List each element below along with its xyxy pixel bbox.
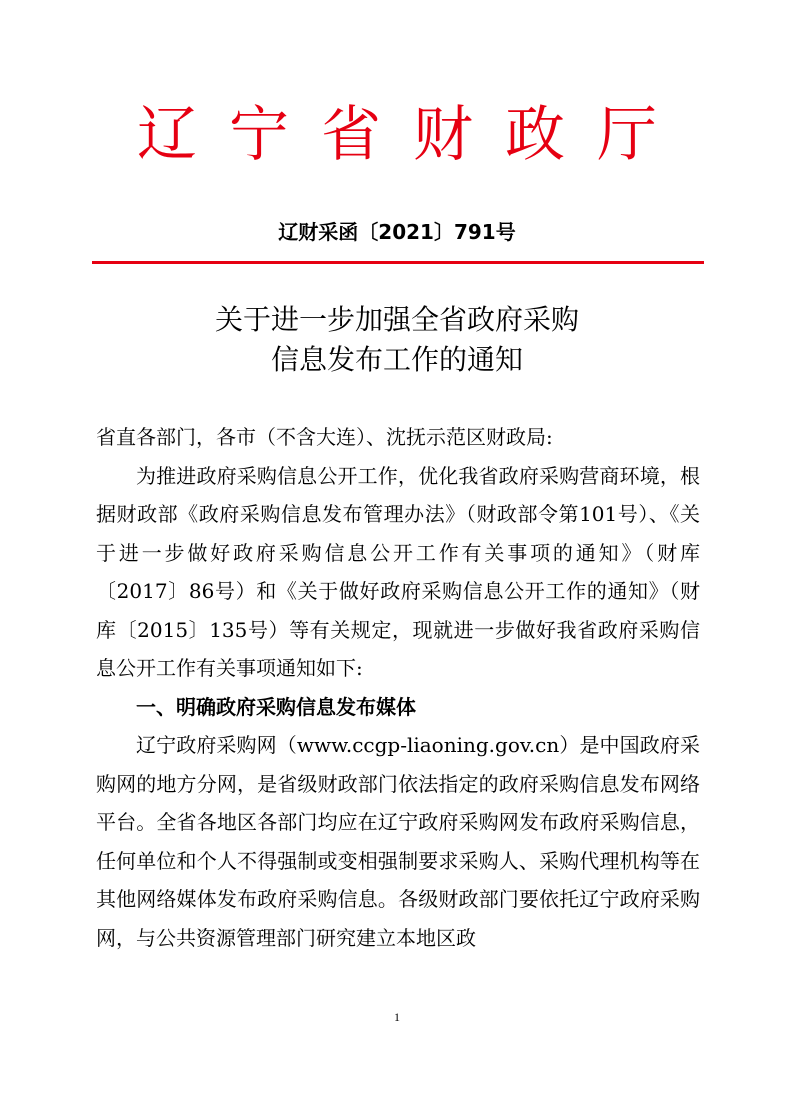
document-number: 辽财采函〔2021〕791号 xyxy=(278,220,516,244)
notice-title xyxy=(0,300,794,380)
document-body xyxy=(96,418,700,957)
intro-paragraph: 为推进政府采购信息公开工作，优化我省政府采购营商环境，根据财政部《政府采购信息发布管理办法》（财政部令第101号）、《关于进一步做好政府采购信息公开工作有关事项的通知》（财库〔2017〕86号）和《关于做好政府采购信息公开工作的通知》（财库〔2015〕135号）等有关规定，现就进一步做好我省政府采购信息公开工作有关事项通知如下: xyxy=(96,463,700,680)
salutation: 省直各部门，各市（不含大连）、沈抚示范区财政局: xyxy=(96,425,553,449)
page-number: 1 xyxy=(394,1010,400,1024)
section-1-heading: 一、明确政府采购信息发布媒体 xyxy=(136,694,416,719)
section-1-paragraph: 辽宁政府采购网（www.ccgp-liaoning.gov.cn）是中国政府采购网的地方分网，是省级财政部门依法指定的政府采购信息发布网络平台。全省各地区各部门均应在辽宁政府采购网发布政府采购信息，任何单位和个人不得强制或变相强制要求采购人、采购代理机构等在其他网络媒体发布政府采购信息。各级财政部门要依托辽宁政府采购网，与公共资源管理部门研究建立本地区政 xyxy=(96,733,700,950)
agency-header: 辽宁省财政厅 xyxy=(137,100,689,170)
notice-title-line-1: 关于进一步加强全省政府采购 xyxy=(214,303,579,336)
red-separator-line xyxy=(92,261,704,264)
notice-title-line-2: 信息发布工作的通知 xyxy=(270,343,523,376)
